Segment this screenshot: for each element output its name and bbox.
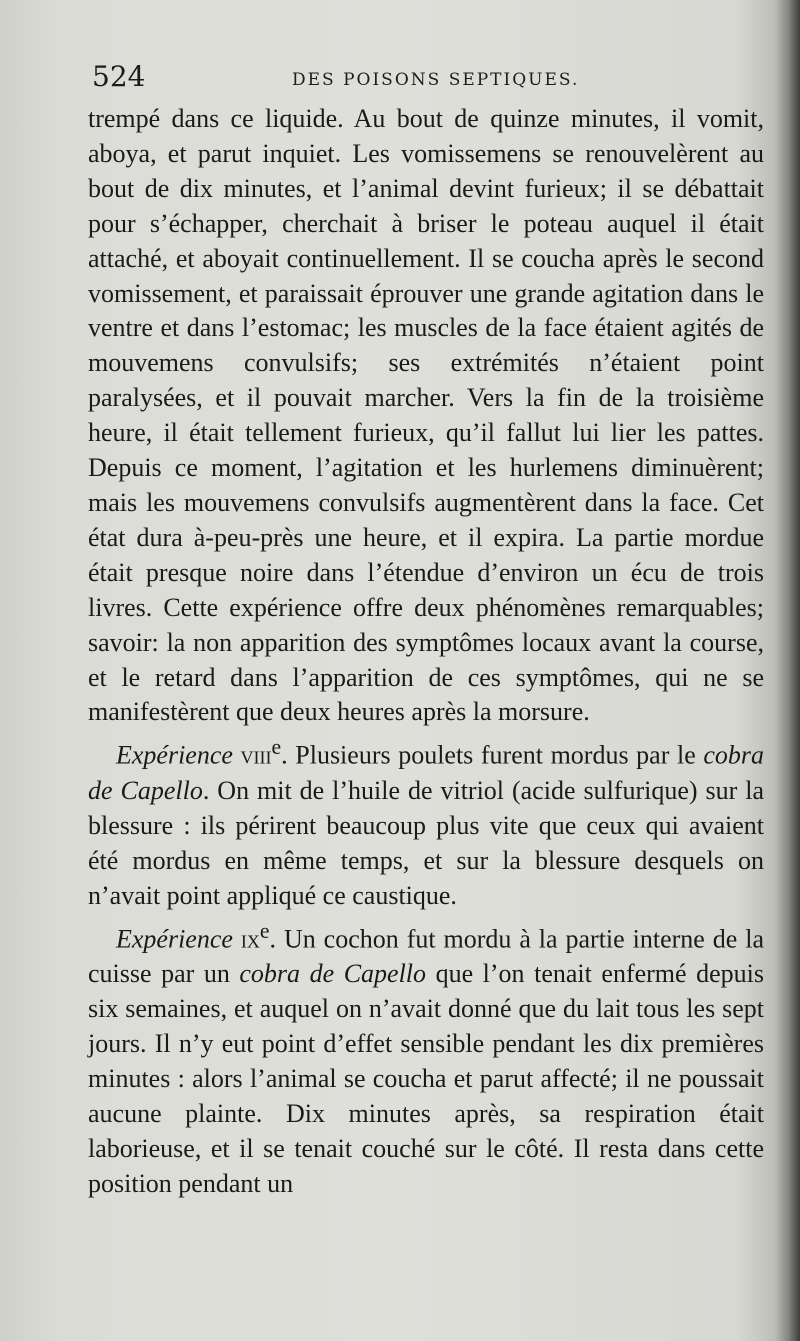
paragraph-text: que l’on tenait enfermé depuis six semaines, et auquel on n’avait donné que du lait tous les sept jours. Il n’y eut point d’effet sensible pendant les dix premières minutes : alors l’animal se coucha et parut affecté; il ne poussait aucune plainte. Dix minutes après, sa respiration était laborieuse, et il se tenait couché sur le côté. Il resta dans cette position pendant un: [88, 959, 764, 1198]
experience-superscript: e: [271, 735, 282, 760]
experience-numeral: ix: [240, 924, 260, 954]
experience-superscript: e: [259, 918, 270, 943]
species-name: cobra de Capello: [239, 959, 427, 989]
page-number: 524: [92, 60, 146, 93]
running-head: DES POISONS SEPTIQUES.: [292, 70, 580, 90]
paragraph-1: trempé dans ce liquide. Au bout de quinze minutes, il vomit, aboya, et parut inquiet. Les vomissemens se renouvelèrent au bout de dix minutes, et l’animal devint furieux; il se débattait pour s’échapper, cherchait à briser le poteau auquel il était attaché, et aboyait continuellement. Il se coucha après le second vomissement, et paraissait éprouver une grande agitation dans le ventre et dans l’estomac; les muscles de la face étaient agités de mouvemens convulsifs; ses extrémités n’étaient point paralysées, et il pouvait marcher. Vers la fin de la troisième heure, il était tellement furieux, qu’il fallut lui lier les pattes. Depuis ce moment, l’agitation et les hurlemens diminuèrent; mais les mouvemens convulsifs augmentèrent dans la face. Cet état dura à-peu-près une heure, et il expira. La partie mordue était presque noire dans l’étendue d’environ un écu de trois livres. Cette expérience offre deux phénomènes remarquables; savoir: la non apparition des symptômes locaux avant la course, et le retard dans l’apparition de ces symptômes, qui ne se manifestèrent que deux heures après la morsure.: [88, 104, 764, 727]
spine-shadow: [774, 0, 800, 1341]
experience-label: Expérience: [116, 740, 233, 770]
paragraph-experience-ix: [88, 914, 764, 1202]
paragraph-text: . Un cochon fut mordu à la partie interne de la cuisse par un: [88, 924, 765, 989]
experience-numeral: viii: [240, 740, 272, 770]
experience-label: Expérience: [116, 924, 233, 954]
page-header: [88, 60, 764, 100]
paragraph-text: . Plusieurs poulets furent mordus par le: [281, 740, 704, 770]
species-name: cobra de Capello: [88, 740, 765, 805]
paragraph-experience-viii: [88, 730, 764, 913]
body-text: [88, 102, 764, 1201]
paragraph-text: . On mit de l’huile de vitriol (acide sulfurique) sur la blessure : ils périrent beaucoup plus vite que ceux qui avaient été mordus en même temps, et sur la blessure desquels on n’avait point appliqué ce caustique.: [88, 775, 764, 910]
